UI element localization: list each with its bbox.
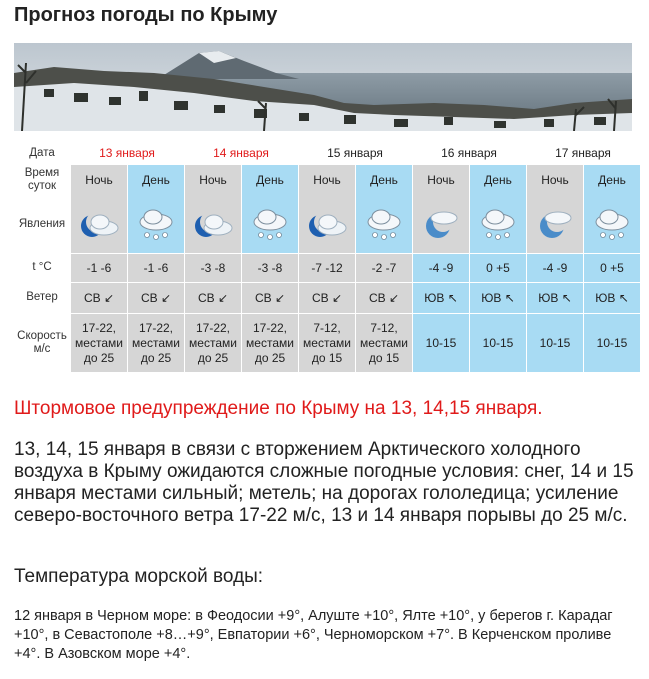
wind-cell: ЮВ ↖ bbox=[469, 282, 526, 313]
temperature-row bbox=[14, 253, 640, 282]
temp-cell: -4 -9 bbox=[412, 253, 469, 282]
phenomena-row bbox=[14, 195, 640, 253]
speed-cell: 10-15 bbox=[412, 313, 469, 372]
wind-cell: ЮВ ↖ bbox=[583, 282, 640, 313]
wind-cell: ЮВ ↖ bbox=[526, 282, 583, 313]
wind-cell: СВ ↙ bbox=[70, 282, 127, 313]
forecast-table bbox=[14, 141, 640, 372]
time-cell: Ночь bbox=[184, 165, 241, 195]
snow-cloud-icon bbox=[589, 204, 635, 244]
row-label-time: Время суток bbox=[24, 167, 60, 192]
sea-temperature-text: 12 января в Черном море: в Феодосии +9°, Алуште +10°, Ялте +10°, у берегов г. Карадаг +10°, в Севастополе +8…+9°, Евпатории +6°, Черноморском +7°. В Керченском проливе +4°. В Азовском море +4°. bbox=[14, 608, 613, 662]
row-label-temp: t °C bbox=[32, 261, 52, 273]
partly-cloudy-night-icon bbox=[418, 204, 464, 244]
cloudy-night-icon bbox=[304, 204, 350, 244]
temp-cell: -7 -12 bbox=[298, 253, 355, 282]
storm-warning: Штормовое предупреждение по Крыму на 13, 14,15 января. bbox=[14, 398, 543, 419]
speed-cell: 17-22, местами до 25 bbox=[184, 313, 241, 372]
date-row bbox=[14, 141, 640, 165]
page-title: Прогноз погоды по Крыму bbox=[14, 4, 278, 26]
row-label-wind: Ветер bbox=[26, 291, 58, 303]
time-cell: Ночь bbox=[412, 165, 469, 195]
temp-cell: 0 +5 bbox=[583, 253, 640, 282]
date-header: 17 января bbox=[555, 146, 611, 160]
sea-temperature-heading: Температура морской воды: bbox=[14, 566, 264, 587]
row-label-phenomena: Явления bbox=[18, 217, 66, 230]
date-header: 13 января bbox=[99, 146, 155, 160]
phenomena-cell bbox=[184, 195, 241, 253]
phenomena-cell bbox=[526, 195, 583, 253]
phenomena-cell bbox=[412, 195, 469, 253]
speed-cell: 17-22, местами до 25 bbox=[70, 313, 127, 372]
partly-cloudy-night-icon bbox=[532, 204, 578, 244]
temp-cell: -1 -6 bbox=[70, 253, 127, 282]
row-label-date: Дата bbox=[29, 146, 55, 159]
wind-cell: СВ ↙ bbox=[298, 282, 355, 313]
date-header: 16 января bbox=[441, 146, 497, 160]
wind-cell: СВ ↙ bbox=[355, 282, 412, 313]
wind-row bbox=[14, 282, 640, 313]
time-cell: День bbox=[127, 165, 184, 195]
speed-row bbox=[14, 313, 640, 372]
coastal-town-photo bbox=[14, 43, 632, 131]
snow-cloud-icon bbox=[133, 204, 179, 244]
wind-cell: ЮВ ↖ bbox=[412, 282, 469, 313]
temp-cell: -1 -6 bbox=[127, 253, 184, 282]
phenomena-cell bbox=[241, 195, 298, 253]
speed-cell: 17-22, местами до 25 bbox=[241, 313, 298, 372]
speed-cell: 17-22, местами до 25 bbox=[127, 313, 184, 372]
snow-cloud-icon bbox=[475, 204, 521, 244]
phenomena-cell bbox=[469, 195, 526, 253]
wind-cell: СВ ↙ bbox=[127, 282, 184, 313]
phenomena-cell bbox=[583, 195, 640, 253]
time-cell: День bbox=[469, 165, 526, 195]
time-cell: День bbox=[583, 165, 640, 195]
wind-cell: СВ ↙ bbox=[241, 282, 298, 313]
phenomena-cell bbox=[298, 195, 355, 253]
snow-cloud-icon bbox=[361, 204, 407, 244]
time-cell: Ночь bbox=[298, 165, 355, 195]
phenomena-cell bbox=[70, 195, 127, 253]
time-cell: День bbox=[241, 165, 298, 195]
snow-cloud-icon bbox=[247, 204, 293, 244]
speed-cell: 7-12, местами до 15 bbox=[355, 313, 412, 372]
temp-cell: -2 -7 bbox=[355, 253, 412, 282]
time-cell: Ночь bbox=[526, 165, 583, 195]
cloudy-night-icon bbox=[190, 204, 236, 244]
crimea-coast-banner bbox=[14, 43, 632, 131]
temp-cell: -4 -9 bbox=[526, 253, 583, 282]
speed-cell: 10-15 bbox=[583, 313, 640, 372]
time-cell: Ночь bbox=[70, 165, 127, 195]
temp-cell: -3 -8 bbox=[241, 253, 298, 282]
wind-cell: СВ ↙ bbox=[184, 282, 241, 313]
speed-cell: 10-15 bbox=[526, 313, 583, 372]
cloudy-night-icon bbox=[76, 204, 122, 244]
speed-cell: 10-15 bbox=[469, 313, 526, 372]
time-row bbox=[14, 165, 640, 195]
speed-cell: 7-12, местами до 15 bbox=[298, 313, 355, 372]
temp-cell: -3 -8 bbox=[184, 253, 241, 282]
date-header: 14 января bbox=[213, 146, 269, 160]
warning-paragraph: 13, 14, 15 января в связи с вторжением Арктического холодного воздуха в Крыму ожидаются сложные погодные условия: снег, 14 и 15 января местами сильный; метель; на дорогах гололедица; усиление северо-восточного ветра 17-22 м/с, 13 и 14 января порывы до 25 м/с. bbox=[14, 439, 634, 526]
temp-cell: 0 +5 bbox=[469, 253, 526, 282]
phenomena-cell bbox=[355, 195, 412, 253]
row-label-speed: Скорость м/с bbox=[17, 329, 67, 355]
phenomena-cell bbox=[127, 195, 184, 253]
date-header: 15 января bbox=[327, 146, 383, 160]
time-cell: День bbox=[355, 165, 412, 195]
